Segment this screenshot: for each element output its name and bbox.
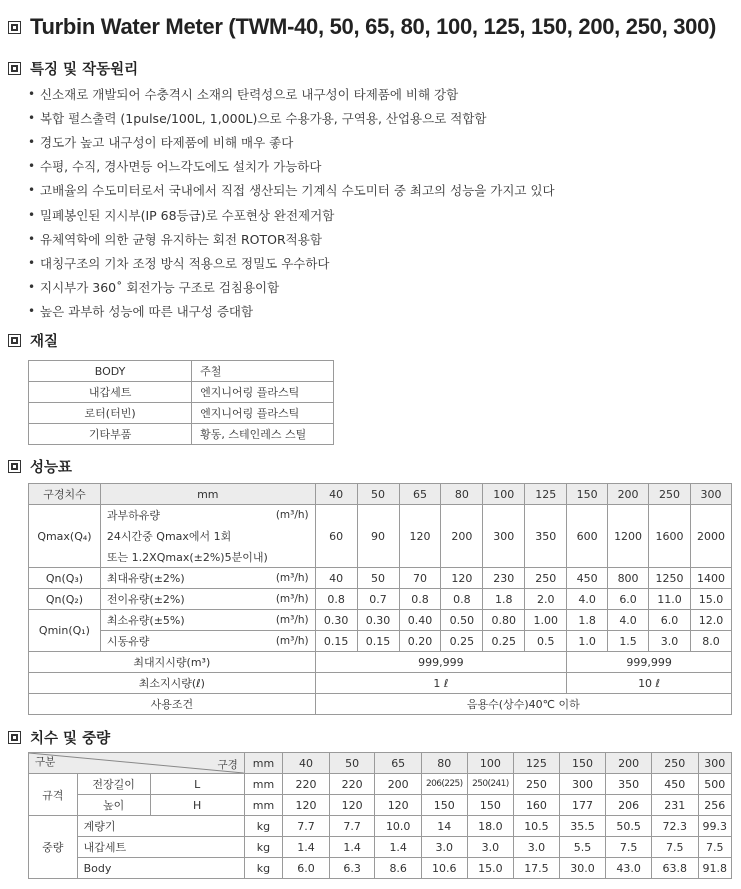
row-name: 전장길이 <box>77 774 150 795</box>
max-reading-label: 최대지시량(m³) <box>29 652 316 673</box>
value-cell: 4.0 <box>608 610 649 631</box>
value-cell: 5.5 <box>559 837 606 858</box>
material-table <box>28 360 334 445</box>
value-cell: 231 <box>651 795 698 816</box>
feature-item <box>28 154 555 178</box>
max-reading-right: 999,999 <box>567 652 732 673</box>
feature-item <box>28 227 555 251</box>
table-row <box>29 858 732 879</box>
condition-label: 사용조건 <box>29 694 316 715</box>
qmax-desc: 또는 1.2XQmax(±2%)5분이내) <box>100 547 315 568</box>
value-cell: 35.5 <box>559 816 606 837</box>
value-cell: 6.0 <box>283 858 330 879</box>
size-cell: 150 <box>567 484 608 505</box>
value-cell: 250 <box>525 568 567 589</box>
value-cell: 43.0 <box>606 858 652 879</box>
value-cell: 6.0 <box>608 589 649 610</box>
size-cell: 40 <box>283 753 330 774</box>
feature-text: 경도가 높고 내구성이 타제품에 비해 매우 좋다 <box>40 135 294 151</box>
value-cell: 177 <box>559 795 606 816</box>
unit-cell: (m³/h) <box>243 589 315 610</box>
value-cell: 6.3 <box>329 858 375 879</box>
table-row <box>29 795 732 816</box>
part-cell: BODY <box>29 361 192 382</box>
value-cell: 450 <box>567 568 608 589</box>
size-cell: 100 <box>483 484 525 505</box>
bullet: • <box>28 87 36 102</box>
table-row <box>29 568 732 589</box>
qmin-label: Qmin(Q₁) <box>29 610 101 652</box>
performance-heading <box>8 456 72 476</box>
unit-cell: kg <box>244 837 282 858</box>
feature-item <box>28 202 555 226</box>
feature-text: 대칭구조의 기차 조정 방식 적용으로 정밀도 우수하다 <box>40 255 330 271</box>
value-cell: 30.0 <box>559 858 606 879</box>
value-cell: 0.20 <box>399 631 441 652</box>
square-bullet-icon <box>8 21 21 34</box>
size-cell: 50 <box>329 753 375 774</box>
min-reading-label: 최소지시량(ℓ) <box>29 673 316 694</box>
value-cell: 3.0 <box>467 837 514 858</box>
feature-text: 지시부가 360˚ 회전가능 구조로 검침용이함 <box>40 279 280 295</box>
value-cell: 12.0 <box>690 610 731 631</box>
part-cell: 기타부품 <box>29 424 192 445</box>
feature-text: 신소재로 개발되어 수충격시 소재의 탄력성으로 내구성이 타제품에 비해 강함 <box>40 87 459 103</box>
row-name: 계량기 <box>77 816 244 837</box>
spec-group-label: 규격 <box>29 774 78 816</box>
feature-item <box>28 106 555 130</box>
table-row <box>29 837 732 858</box>
value-cell: 6.0 <box>649 610 691 631</box>
value-cell: 256 <box>698 795 732 816</box>
value-cell: 220 <box>283 774 330 795</box>
value-cell: 0.30 <box>357 610 399 631</box>
mm-header: mm <box>100 484 315 505</box>
table-row <box>29 631 732 652</box>
size-cell: 65 <box>399 484 441 505</box>
value-cell: 7.5 <box>698 837 732 858</box>
header-row <box>29 753 732 774</box>
value-cell: 90 <box>357 505 399 568</box>
value-cell: 3.0 <box>649 631 691 652</box>
bullet: • <box>28 111 36 126</box>
material-cell: 엔지니어링 플라스틱 <box>192 382 334 403</box>
value-cell: 800 <box>608 568 649 589</box>
size-cell: 65 <box>375 753 422 774</box>
value-cell: 350 <box>606 774 652 795</box>
material-heading-text: 재질 <box>30 333 59 350</box>
value-cell: 7.7 <box>283 816 330 837</box>
bullet: • <box>28 303 36 318</box>
value-cell: 250 <box>514 774 560 795</box>
unit-cell: kg <box>244 858 282 879</box>
feature-item <box>28 178 555 202</box>
value-cell: 206 <box>606 795 652 816</box>
value-cell: 0.25 <box>483 631 525 652</box>
value-cell: 70 <box>399 568 441 589</box>
value-cell: 1.4 <box>329 837 375 858</box>
unit-cell: (m³/h) <box>243 610 315 631</box>
size-header: 구경 <box>217 759 238 771</box>
value-cell: 7.7 <box>329 816 375 837</box>
size-cell: 200 <box>608 484 649 505</box>
value-cell: 200 <box>441 505 483 568</box>
diagonal-line <box>29 753 244 773</box>
header-row <box>29 484 732 505</box>
unit-cell: (m³/h) <box>243 631 315 652</box>
value-cell: 18.0 <box>467 816 514 837</box>
material-cell: 엔지니어링 플라스틱 <box>192 403 334 424</box>
value-cell: 200 <box>375 774 422 795</box>
value-cell: 10.5 <box>514 816 560 837</box>
feature-item <box>28 251 555 275</box>
page-title: Turbin Water Meter (TWM-40, 50, 65, 80, 100, 125, 150, 200, 250, 300) <box>30 14 717 39</box>
unit-cell: mm <box>244 774 282 795</box>
value-cell: 15.0 <box>690 589 731 610</box>
square-bullet-icon <box>8 334 21 347</box>
bullet: • <box>28 255 36 270</box>
value-cell: 8.0 <box>690 631 731 652</box>
table-row <box>29 652 732 673</box>
size-cell: 250 <box>649 484 691 505</box>
value-cell: 40 <box>315 568 357 589</box>
qn3-desc: 최대유량(±2%) <box>100 568 243 589</box>
qn2-desc: 전이유량(±2%) <box>100 589 243 610</box>
feature-text: 높은 과부하 성능에 따른 내구성 증대함 <box>40 303 254 319</box>
value-cell: 600 <box>567 505 608 568</box>
value-cell: 1.4 <box>375 837 422 858</box>
value-cell: 1250 <box>649 568 691 589</box>
size-header: 구경치수 <box>29 484 101 505</box>
size-cell: 200 <box>606 753 652 774</box>
unit-cell: kg <box>244 816 282 837</box>
mm-header: mm <box>244 753 282 774</box>
bullet: • <box>28 207 36 222</box>
value-cell: 0.5 <box>525 631 567 652</box>
size-cell: 80 <box>441 484 483 505</box>
feature-text: 수평, 수직, 경사면등 어느각도에도 설치가 가능하다 <box>40 159 322 175</box>
value-cell: 120 <box>283 795 330 816</box>
feature-item <box>28 299 555 323</box>
table-row <box>29 403 334 424</box>
feature-item <box>28 82 555 106</box>
qmax-desc: 24시간중 Qmax에서 1회 <box>100 526 315 547</box>
features-heading-text: 특징 및 작동원리 <box>30 61 139 78</box>
value-cell: 50.5 <box>606 816 652 837</box>
value-cell: 11.0 <box>649 589 691 610</box>
value-cell: 17.5 <box>514 858 560 879</box>
value-cell: 1200 <box>608 505 649 568</box>
performance-table <box>28 483 732 715</box>
value-cell: 3.0 <box>421 837 467 858</box>
dimensions-heading <box>8 727 110 747</box>
value-cell: 7.5 <box>606 837 652 858</box>
unit-cell: (m³/h) <box>243 568 315 589</box>
value-cell: 0.25 <box>441 631 483 652</box>
value-cell: 8.6 <box>375 858 422 879</box>
value-cell: 120 <box>399 505 441 568</box>
material-cell: 주철 <box>192 361 334 382</box>
value-cell: 7.5 <box>651 837 698 858</box>
table-row <box>29 694 732 715</box>
table-row <box>29 610 732 631</box>
size-cell: 125 <box>514 753 560 774</box>
max-reading-left: 999,999 <box>315 652 567 673</box>
value-cell: 0.40 <box>399 610 441 631</box>
value-cell: 1.4 <box>283 837 330 858</box>
start-desc: 시동유량 <box>100 631 243 652</box>
material-cell: 황동, 스테인레스 스틸 <box>192 424 334 445</box>
qmax-desc: 과부하유량 <box>100 505 243 526</box>
size-cell: 100 <box>467 753 514 774</box>
bullet: • <box>28 183 36 198</box>
min-reading-left: 1 ℓ <box>315 673 567 694</box>
value-cell: 160 <box>514 795 560 816</box>
qmax-label: Qmax(Q₄) <box>29 505 101 568</box>
square-bullet-icon <box>8 731 21 744</box>
dimensions-table <box>28 752 732 879</box>
value-cell: 450 <box>651 774 698 795</box>
table-row <box>29 424 334 445</box>
size-cell: 300 <box>698 753 732 774</box>
value-cell: 1.0 <box>567 631 608 652</box>
qmin-desc: 최소유량(±5%) <box>100 610 243 631</box>
value-cell: 350 <box>525 505 567 568</box>
value-cell: 0.8 <box>399 589 441 610</box>
row-symbol: L <box>150 774 244 795</box>
row-symbol: H <box>150 795 244 816</box>
bullet: • <box>28 135 36 150</box>
row-name: 내갑세트 <box>77 837 244 858</box>
value-cell: 1600 <box>649 505 691 568</box>
size-cell: 250 <box>651 753 698 774</box>
value-cell: 0.7 <box>357 589 399 610</box>
value-cell: 0.80 <box>483 610 525 631</box>
table-row <box>29 505 732 526</box>
value-cell: 120 <box>375 795 422 816</box>
table-row <box>29 589 732 610</box>
feature-item <box>28 130 555 154</box>
value-cell: 10.0 <box>375 816 422 837</box>
table-row <box>29 382 334 403</box>
features-heading <box>8 58 138 78</box>
size-cell: 40 <box>315 484 357 505</box>
value-cell: 0.30 <box>315 610 357 631</box>
dimensions-heading-text: 치수 및 중량 <box>30 730 111 747</box>
size-cell: 80 <box>421 753 467 774</box>
feature-text: 유체역학에 의한 균형 유지하는 회전 ROTOR적용함 <box>40 231 322 247</box>
value-cell: 1.8 <box>567 610 608 631</box>
value-cell: 0.15 <box>357 631 399 652</box>
feature-item <box>28 275 555 299</box>
table-row <box>29 673 732 694</box>
value-cell: 14 <box>421 816 467 837</box>
value-cell: 1.00 <box>525 610 567 631</box>
unit-cell: (m³/h) <box>243 505 315 526</box>
value-cell: 0.8 <box>315 589 357 610</box>
qn2-label: Qn(Q₂) <box>29 589 101 610</box>
document-title <box>8 12 716 42</box>
feature-text: 밀폐봉인된 지시부(IP 68등급)로 수포현상 완전제거함 <box>40 207 335 223</box>
value-cell: 50 <box>357 568 399 589</box>
features-list <box>28 82 555 323</box>
value-cell: 300 <box>559 774 606 795</box>
part-cell: 로터(터빈) <box>29 403 192 424</box>
value-cell: 10.6 <box>421 858 467 879</box>
value-cell: 250(241) <box>467 774 514 795</box>
value-cell: 0.50 <box>441 610 483 631</box>
value-cell: 60 <box>315 505 357 568</box>
bullet: • <box>28 279 36 294</box>
square-bullet-icon <box>8 62 21 75</box>
unit-cell: mm <box>244 795 282 816</box>
value-cell: 2000 <box>690 505 731 568</box>
value-cell: 0.15 <box>315 631 357 652</box>
value-cell: 500 <box>698 774 732 795</box>
min-reading-right: 10 ℓ <box>567 673 732 694</box>
material-heading <box>8 330 58 350</box>
square-bullet-icon <box>8 460 21 473</box>
value-cell: 300 <box>483 505 525 568</box>
row-name: 높이 <box>77 795 150 816</box>
value-cell: 4.0 <box>567 589 608 610</box>
part-cell: 내갑세트 <box>29 382 192 403</box>
value-cell: 0.8 <box>441 589 483 610</box>
feature-text: 복합 펄스출력 (1pulse/100L, 1,000L)으로 수용가용, 구역용, 산업용으로 적합함 <box>40 111 487 127</box>
value-cell: 1.5 <box>608 631 649 652</box>
size-cell: 150 <box>559 753 606 774</box>
value-cell: 120 <box>329 795 375 816</box>
condition-value: 음용수(상수)40℃ 이하 <box>315 694 731 715</box>
value-cell: 15.0 <box>467 858 514 879</box>
size-cell: 50 <box>357 484 399 505</box>
table-row <box>29 361 334 382</box>
feature-text: 고배율의 수도미터로서 국내에서 직접 생산되는 기계식 수도미터 중 최고의 성능을 가지고 있다 <box>40 183 555 199</box>
value-cell: 150 <box>467 795 514 816</box>
value-cell: 1400 <box>690 568 731 589</box>
value-cell: 63.8 <box>651 858 698 879</box>
table-row <box>29 816 732 837</box>
size-cell: 125 <box>525 484 567 505</box>
value-cell: 99.3 <box>698 816 732 837</box>
value-cell: 220 <box>329 774 375 795</box>
bullet: • <box>28 231 36 246</box>
bullet: • <box>28 159 36 174</box>
value-cell: 1.8 <box>483 589 525 610</box>
row-name: Body <box>77 858 244 879</box>
weight-group-label: 중량 <box>29 816 78 879</box>
section-header: 구분 <box>35 756 56 768</box>
size-cell: 300 <box>690 484 731 505</box>
value-cell: 230 <box>483 568 525 589</box>
value-cell: 2.0 <box>525 589 567 610</box>
value-cell: 3.0 <box>514 837 560 858</box>
value-cell: 206(225) <box>421 774 467 795</box>
performance-heading-text: 성능표 <box>30 459 73 476</box>
qn3-label: Qn(Q₃) <box>29 568 101 589</box>
value-cell: 72.3 <box>651 816 698 837</box>
value-cell: 91.8 <box>698 858 732 879</box>
header-diagonal-cell <box>29 753 245 774</box>
table-row <box>29 774 732 795</box>
value-cell: 120 <box>441 568 483 589</box>
value-cell: 150 <box>421 795 467 816</box>
